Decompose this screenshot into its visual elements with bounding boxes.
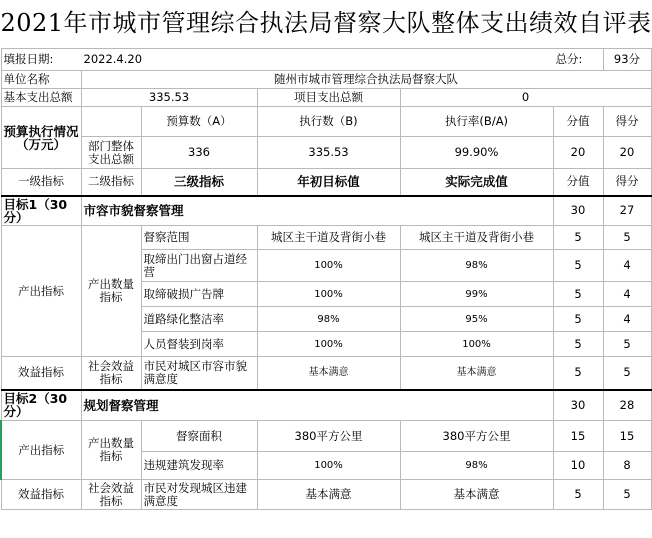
goal2-label: 目标2（30分） (1, 390, 81, 421)
fill-date-label: 填报日期: (1, 49, 81, 71)
page-title: 2021年市城市管理综合执法局督察大队整体支出绩效自评表 (0, 9, 652, 37)
basic-expense-value: 335.53 (81, 89, 257, 107)
budget-score-value: 20 (553, 137, 603, 169)
indicator-score: 5 (553, 250, 603, 282)
indicator-score: 5 (553, 480, 603, 510)
indicator-actual: 城区主干道及背街小巷 (400, 226, 553, 250)
indicator-name: 人员督装到岗率 (141, 332, 257, 357)
blank-cell (257, 49, 553, 71)
header-actual: 实际完成值 (400, 169, 553, 196)
indicator-actual: 基本满意 (400, 357, 553, 390)
indicator-actual: 100% (400, 332, 553, 357)
indicator-name: 道路绿化整洁率 (141, 307, 257, 332)
budget-rate-value: 99.90% (400, 137, 553, 169)
indicator-score: 15 (553, 421, 603, 452)
goal2-benefit-level1: 效益指标 (1, 480, 81, 510)
indicator-score: 5 (553, 332, 603, 357)
indicator-target: 100% (257, 332, 400, 357)
indicator-name: 取缔出门出窗占道经营 (141, 250, 257, 282)
budget-col-score: 分值 (553, 107, 603, 137)
evaluation-table (0, 48, 652, 510)
unit-label: 单位名称 (1, 71, 81, 89)
table-row (1, 357, 651, 390)
budget-col-actual: 执行数（B) (257, 107, 400, 137)
indicator-name: 督察面积 (141, 421, 257, 452)
budget-get-value: 20 (603, 137, 651, 169)
header-target: 年初目标值 (257, 169, 400, 196)
indicator-get: 4 (603, 307, 651, 332)
goal1-benefit-level1: 效益指标 (1, 357, 81, 390)
table-row (1, 421, 651, 452)
goal2-output-level1: 产出指标 (1, 421, 81, 480)
indicator-score: 5 (553, 357, 603, 390)
indicator-get: 4 (603, 282, 651, 307)
goal1-output-level1: 产出指标 (1, 226, 81, 357)
header-get: 得分 (603, 169, 651, 196)
indicator-name: 市民对城区市容市貌满意度 (141, 357, 257, 390)
budget-label: 预算执行情况（万元） (1, 107, 81, 169)
goal1-score: 30 (553, 196, 603, 226)
indicator-target: 基本满意 (257, 480, 400, 510)
goal2-name: 规划督察管理 (81, 390, 553, 421)
indicator-target: 100% (257, 250, 400, 282)
indicator-actual: 95% (400, 307, 553, 332)
indicator-get: 5 (603, 332, 651, 357)
indicator-score: 5 (553, 282, 603, 307)
header-level2: 二级指标 (81, 169, 141, 196)
goal1-benefit-level2: 社会效益指标 (81, 357, 141, 390)
table-row (1, 480, 651, 510)
budget-blank (81, 107, 141, 137)
header-score: 分值 (553, 169, 603, 196)
indicator-actual: 380平方公里 (400, 421, 553, 452)
budget-col-budget: 预算数（A） (141, 107, 257, 137)
indicator-get: 5 (603, 357, 651, 390)
indicator-target: 基本满意 (257, 357, 400, 390)
fill-date-value: 2022.4.20 (81, 49, 257, 71)
indicator-get: 8 (603, 452, 651, 480)
indicator-get: 15 (603, 421, 651, 452)
indicator-target: 98% (257, 307, 400, 332)
goal1-get: 27 (603, 196, 651, 226)
table-row (1, 226, 651, 250)
unit-value: 随州市城市管理综合执法局督察大队 (81, 71, 651, 89)
indicator-name: 督察范围 (141, 226, 257, 250)
goal1-name: 市容市貌督察管理 (81, 196, 553, 226)
indicator-actual: 基本满意 (400, 480, 553, 510)
total-score-value: 93分 (603, 49, 651, 71)
indicator-target: 100% (257, 452, 400, 480)
indicator-target: 100% (257, 282, 400, 307)
indicator-name: 违规建筑发现率 (141, 452, 257, 480)
indicator-name: 取缔破损广告牌 (141, 282, 257, 307)
indicator-get: 5 (603, 226, 651, 250)
goal1-output-level2: 产出数量指标 (81, 226, 141, 357)
indicator-score: 5 (553, 307, 603, 332)
indicator-score: 10 (553, 452, 603, 480)
project-expense-label: 项目支出总额 (257, 89, 400, 107)
budget-col-get: 得分 (603, 107, 651, 137)
budget-col-rate: 执行率(B/A) (400, 107, 553, 137)
budget-row-label: 部门整体支出总额 (81, 137, 141, 169)
indicator-get: 5 (603, 480, 651, 510)
header-level1: 一级指标 (1, 169, 81, 196)
goal2-score: 30 (553, 390, 603, 421)
indicator-actual: 99% (400, 282, 553, 307)
total-score-label: 总分: (553, 49, 603, 71)
basic-expense-label: 基本支出总额 (1, 89, 81, 107)
goal2-benefit-level2: 社会效益指标 (81, 480, 141, 510)
indicator-target: 城区主干道及背街小巷 (257, 226, 400, 250)
goal1-label: 目标1（30分） (1, 196, 81, 226)
header-level3: 三级指标 (141, 169, 257, 196)
goal2-output-level2: 产出数量指标 (81, 421, 141, 480)
indicator-get: 4 (603, 250, 651, 282)
indicator-name: 市民对发现城区违建满意度 (141, 480, 257, 510)
indicator-actual: 98% (400, 452, 553, 480)
budget-actual-value: 335.53 (257, 137, 400, 169)
project-expense-value: 0 (400, 89, 651, 107)
indicator-score: 5 (553, 226, 603, 250)
indicator-target: 380平方公里 (257, 421, 400, 452)
budget-value: 336 (141, 137, 257, 169)
indicator-actual: 98% (400, 250, 553, 282)
goal2-get: 28 (603, 390, 651, 421)
